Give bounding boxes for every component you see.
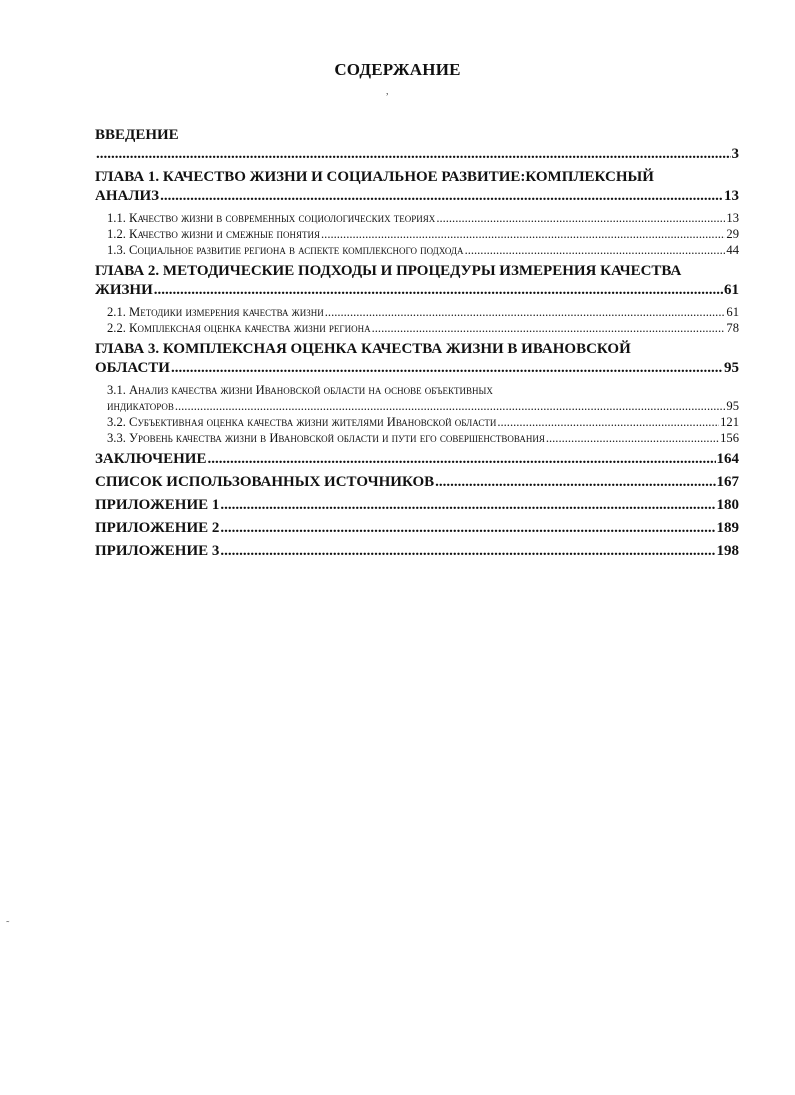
scan-speck: ˜ [6, 920, 10, 931]
toc-page-number: 180 [716, 497, 739, 513]
toc-entry-title: ОБЛАСТИ [95, 360, 170, 376]
dot-leader [325, 304, 726, 320]
toc-chapter-entry[interactable] [95, 542, 739, 561]
dot-leader [207, 450, 715, 469]
toc-entry-title: ЖИЗНИ [95, 282, 153, 298]
toc-page-number: 78 [726, 321, 739, 335]
scan-speck: , [386, 86, 389, 97]
toc-entry-title-line: ВВЕДЕНИЕ [95, 127, 179, 143]
toc-entry-title: 2.2. Комплексная оценка качества жизни региона [107, 321, 371, 335]
toc-page-number: 167 [716, 474, 739, 490]
toc-page-number: 121 [720, 415, 739, 429]
dot-leader [321, 226, 725, 242]
toc-page-number: 29 [726, 227, 739, 241]
toc-page-number: 95 [726, 399, 739, 413]
dot-leader [372, 320, 726, 336]
toc-chapter-entry[interactable] [95, 168, 739, 206]
toc-entry-title: 2.1. Методики измерения качества жизни [107, 305, 324, 319]
toc-section-entry[interactable] [95, 242, 739, 258]
toc-entry-title: 1.2. Качество жизни и смежные понятия [107, 227, 321, 241]
toc-entry-title-line: ГЛАВА 2. МЕТОДИЧЕСКИЕ ПОДХОДЫ И ПРОЦЕДУРЫ ИЗМЕРЕНИЯ КАЧЕСТВА [95, 263, 682, 279]
toc-page-number: 164 [716, 451, 739, 467]
toc-page-number: 13 [724, 188, 739, 204]
toc-entry-title-line: ГЛАВА 3. КОМПЛЕКСНАЯ ОЦЕНКА КАЧЕСТВА ЖИЗНИ В ИВАНОВСКОЙ [95, 341, 631, 357]
toc-chapter-entry[interactable] [95, 473, 739, 492]
toc-section-entry[interactable] [95, 414, 739, 430]
toc-chapter-entry[interactable] [95, 450, 739, 469]
toc-page-number: 95 [724, 360, 739, 376]
toc-chapter-entry[interactable] [95, 519, 739, 538]
dot-leader [435, 473, 715, 492]
toc-page-number: 156 [720, 431, 739, 445]
dot-leader [220, 496, 715, 515]
table-of-contents [95, 122, 739, 561]
toc-section-entry[interactable] [95, 320, 739, 336]
toc-entry-title-line: ГЛАВА 1. КАЧЕСТВО ЖИЗНИ И СОЦИАЛЬНОЕ РАЗВИТИЕ:КОМПЛЕКСНЫЙ [95, 169, 654, 185]
toc-entry-title: СПИСОК ИСПОЛЬЗОВАННЫХ ИСТОЧНИКОВ [95, 474, 435, 490]
toc-entry-title: 1.1. Качество жизни в современных социологических теориях [107, 211, 436, 225]
dot-leader [465, 242, 726, 258]
toc-chapter-entry[interactable] [95, 496, 739, 515]
dot-leader [154, 281, 723, 300]
toc-section-entry[interactable] [95, 304, 739, 320]
toc-entry-title: индикаторов [107, 399, 174, 413]
toc-entry-title: 3.3. Уровень качества жизни в Ивановской области и пути его совершенствования [107, 431, 545, 445]
toc-section-entry[interactable] [95, 430, 739, 446]
dot-leader [175, 398, 726, 414]
dot-leader [96, 145, 731, 164]
toc-page-number: 61 [726, 305, 739, 319]
dot-leader [220, 519, 715, 538]
toc-entry-title: АНАЛИЗ [95, 188, 160, 204]
dot-leader [160, 187, 723, 206]
toc-section-entry[interactable] [95, 382, 739, 414]
toc-chapter-entry[interactable] [95, 262, 739, 300]
toc-chapter-entry[interactable] [95, 340, 739, 378]
toc-entry-title-line: 3.1. Анализ качества жизни Ивановской области на основе объективных [107, 383, 493, 397]
toc-entry-title: ПРИЛОЖЕНИЕ 1 [95, 497, 220, 513]
dot-leader [220, 542, 715, 561]
dot-leader [497, 414, 719, 430]
toc-page-number: 3 [731, 146, 739, 162]
toc-section-entry[interactable] [95, 210, 739, 226]
dot-leader [436, 210, 725, 226]
toc-section-entry[interactable] [95, 226, 739, 242]
toc-entry-title: 3.2. Субъективная оценка качества жизни жителями Ивановской области [107, 415, 497, 429]
toc-entry-title: ЗАКЛЮЧЕНИЕ [95, 451, 207, 467]
toc-entry-title: ПРИЛОЖЕНИЕ 2 [95, 520, 220, 536]
toc-chapter-entry[interactable] [95, 126, 739, 164]
page-title: СОДЕРЖАНИЕ [334, 60, 461, 79]
toc-page-number: 13 [726, 211, 739, 225]
toc-page-number: 198 [716, 543, 739, 559]
toc-page-number: 61 [724, 282, 739, 298]
toc-page-number: 44 [726, 243, 739, 257]
toc-page-number: 189 [716, 520, 739, 536]
dot-leader [171, 359, 723, 378]
toc-entry-title: ПРИЛОЖЕНИЕ 3 [95, 543, 220, 559]
dot-leader [546, 430, 719, 446]
toc-entry-title: 1.3. Социальное развитие региона в аспекте комплексного подхода [107, 243, 464, 257]
